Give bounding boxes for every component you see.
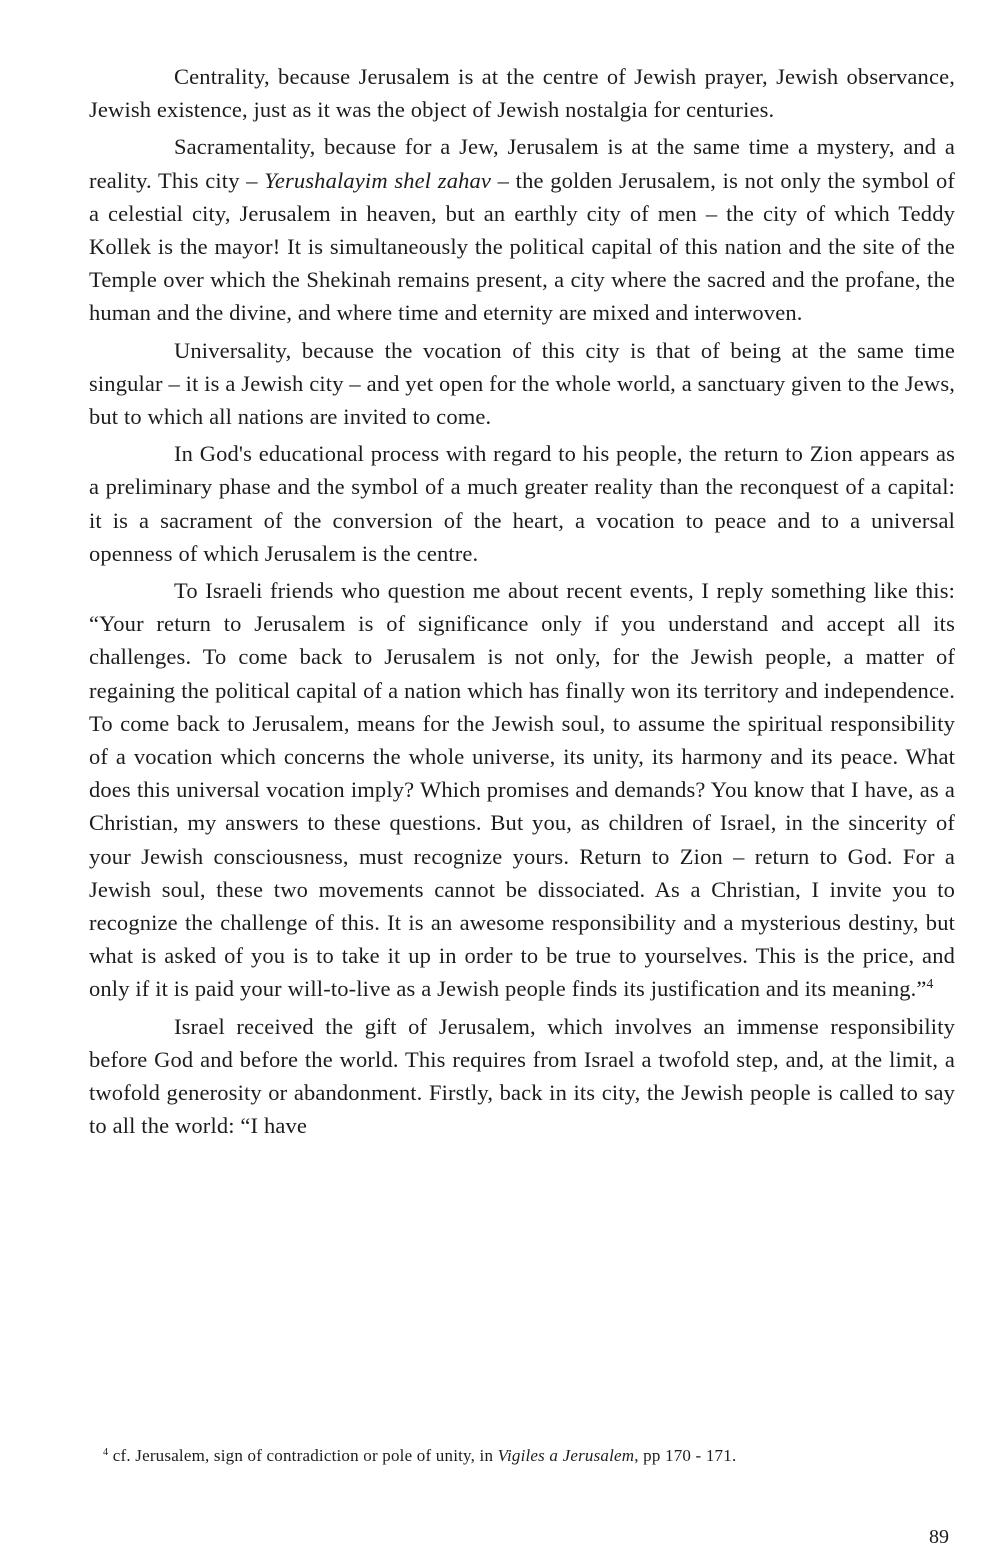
footnote-text-end: , pp 170 - 171. [634, 1446, 737, 1465]
paragraph-text: Sacramentality, because for a Jew, Jerusalem is at the same time a mystery, and a reality. This city – [89, 134, 955, 193]
paragraph-universality: Universality, because the vocation of this city is that of being at the same time singular – it is a Jewish city – and yet open for the whole world, a sanctuary given to the Jews, but to which all nations are invited to come. [89, 337, 955, 430]
paragraph-text: To Israeli friends who question me about recent events, I reply something like this: “Your return to Jerusalem is of significance only if you understand and accept all its challenges. To come back to Jerusalem is not only, for the Jewish people, a matter of regaining the political capital of a nation which has finally won its territory and independence. To come back to Jerusalem, means for the Jewish soul, to assume the spiritual responsibility of a vocation which concerns the whole universe, its unity, its harmony and its peace. What does this universal vocation imply? Which promises and demands? You know that I have, as a Christian, my answers to these questions. But you, as children of Israel, in the sincerity of your Jewish consciousness, must recognize yours. Return to Zion – return to God. For a Jewish soul, these two movements cannot be dissociated. As a Christian, I invite you to recognize the challenge of this. It is an awesome responsibility and a mysterious destiny, but what is asked of you is to take it up in order to be true to yourselves. This is the price, and only if it is paid your will-to-live as a Jewish people finds its justification and its meaning.” [89, 578, 955, 1002]
footnote [89, 1440, 955, 1472]
footnote-reference: 4 [926, 976, 934, 992]
paragraph-text: – the golden Jerusalem, is not only the symbol of a celestial city, Jerusalem in heaven, but an earthly city of men – the city of which Teddy Kollek is the mayor! It is simultaneously the political capital of this nation and the site of the Temple over which the Shekinah remains present, a city where the sacred and the profane, the human and the divine, and where time and eternity are mixed and interwoven. [89, 167, 956, 326]
paragraph-sacramentality [89, 130, 955, 329]
footnote-italic-title: Vigiles a Jerusalem [497, 1446, 635, 1465]
italic-hebrew-phrase: Yerushalayim shel zahav [264, 167, 492, 193]
footnote-marker: 4 [103, 1446, 109, 1458]
page-body [89, 60, 955, 1147]
paragraph-gift-of-jerusalem: Israel received the gift of Jerusalem, which involves an immense responsibility before God and before the world. This requires from Israel a twofold step, and, at the limit, a twofold generosity or abandonment. Firstly, back in its city, the Jewish people is called to say to all the world: “I have [89, 1013, 955, 1139]
paragraph-israeli-friends [89, 574, 955, 1006]
footnote-text: cf. Jerusalem, sign of contradiction or pole of unity, in [108, 1446, 498, 1465]
paragraph-centrality: Centrality, because Jerusalem is at the centre of Jewish prayer, Jewish observance, Jewish existence, just as it was the object of Jewish nostalgia for centuries. [89, 64, 955, 123]
page-number: 89 [929, 1526, 949, 1548]
paragraph-educational-process: In God's educational process with regard to his people, the return to Zion appears as a preliminary phase and the symbol of a much greater reality than the reconquest of a capital: it is a sacrament of the conversion of the heart, a vocation to peace and to a universal openness of which Jerusalem is the centre. [89, 441, 955, 566]
